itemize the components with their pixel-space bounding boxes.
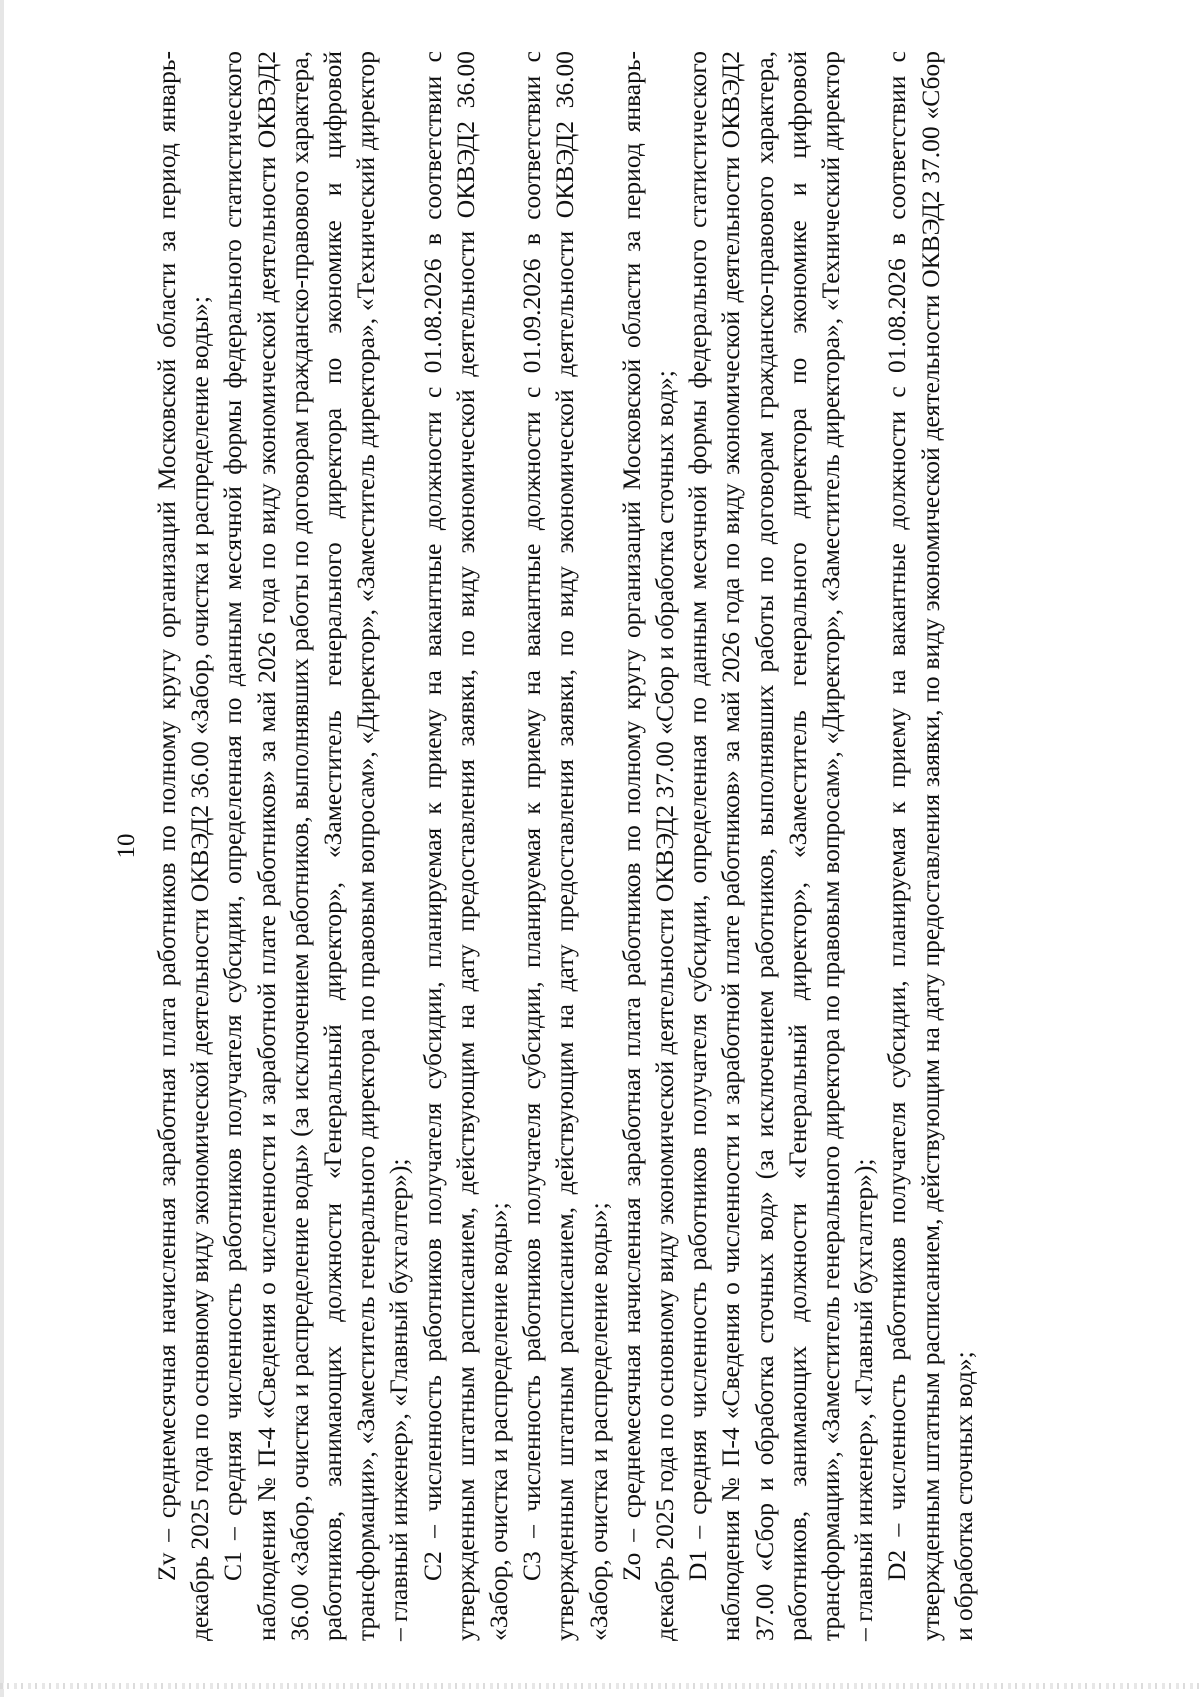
paragraph-d1: D1 – средняя численность работников получателя субсидии, определенная по данным месячной формы федерального статистического наблюдения № П-4 «Сведения о численности и заработной плате работников» за май 2026 года по виду экономической деятельности ОКВЭД2 37.00 «Сбор и обработка сточных вод» (за исключением работников, выполнявших работы по договорам гражданско-правового характера, работников, занимающих должности «Генеральный директор», «Заместитель генерального директора по экономике и цифровой трансформации», «Заместитель генерального директора по правовым вопросам», «Директор», «Заместитель директора», «Технический директор – главный инженер», «Главный бухгалтер»); [683, 51, 879, 1641]
scan-bottom-artifact [0, 1683, 1200, 1689]
paragraph-zv: Zv – среднемесячная начисленная заработная плата работников по полному кругу организаций Московской области за период январь-декабрь 2025 года по основному виду экономической деятельности ОКВЭД2 36.00 «Забор, очистка и распределение воды»; [152, 51, 215, 1641]
paragraph-c1: С1 – средняя численность работников получателя субсидии, определенная по данным месячной формы федерального статистического наблюдения № П-4 «Сведения о численности и заработной плате работников» за май 2026 года по виду экономической деятельности ОКВЭД2 36.00 «Забор, очистка и распределение воды» (за исключением работников, выполнявших работы по договорам гражданско-правового характера, работников, занимающих должности «Генеральный директор», «Заместитель генерального директора по экономике и цифровой трансформации», «Заместитель генерального директора по правовым вопросам», «Директор», «Заместитель директора», «Технический директор – главный инженер», «Главный бухгалтер»); [218, 51, 414, 1641]
document-page [112, 51, 1012, 1641]
page-number: 10 [113, 833, 140, 859]
scan-left-edge [0, 0, 4, 1697]
paragraph-zo: Zo – среднемесячная начисленная заработная плата работников по полному кругу организаций Московской области за период январь-декабрь 2025 года по основному виду экономической деятельности ОКВЭД2 37.00 «Сбор и обработка сточных вод»; [616, 51, 680, 1641]
paragraph-c3: С3 – численность работников получателя субсидии, планируемая к приему на вакантные должности с 01.09.2026 в соответствии с утвержденным штатным расписанием, действующим на дату предоставления заявки, по виду экономической деятельности ОКВЭД2 36.00 «Забор, очистка и распределение воды»; [517, 51, 613, 1641]
paragraph-c2: С2 – численность работников получателя субсидии, планируемая к приему на вакантные должности с 01.08.2026 в соответствии с утвержденным штатным расписанием, действующим на дату предоставления заявки, по виду экономической деятельности ОКВЭД2 36.00 «Забор, очистка и распределение воды»; [417, 51, 514, 1641]
paragraph-d2: D2 – численность работников получателя субсидии, планируемая к приему на вакантные должности с 01.08.2026 в соответствии с утвержденным штатным расписанием, действующим на дату предоставления заявки, по виду экономической деятельности ОКВЭД2 37.00 «Сбор и обработка сточных вод»; [882, 51, 978, 1641]
